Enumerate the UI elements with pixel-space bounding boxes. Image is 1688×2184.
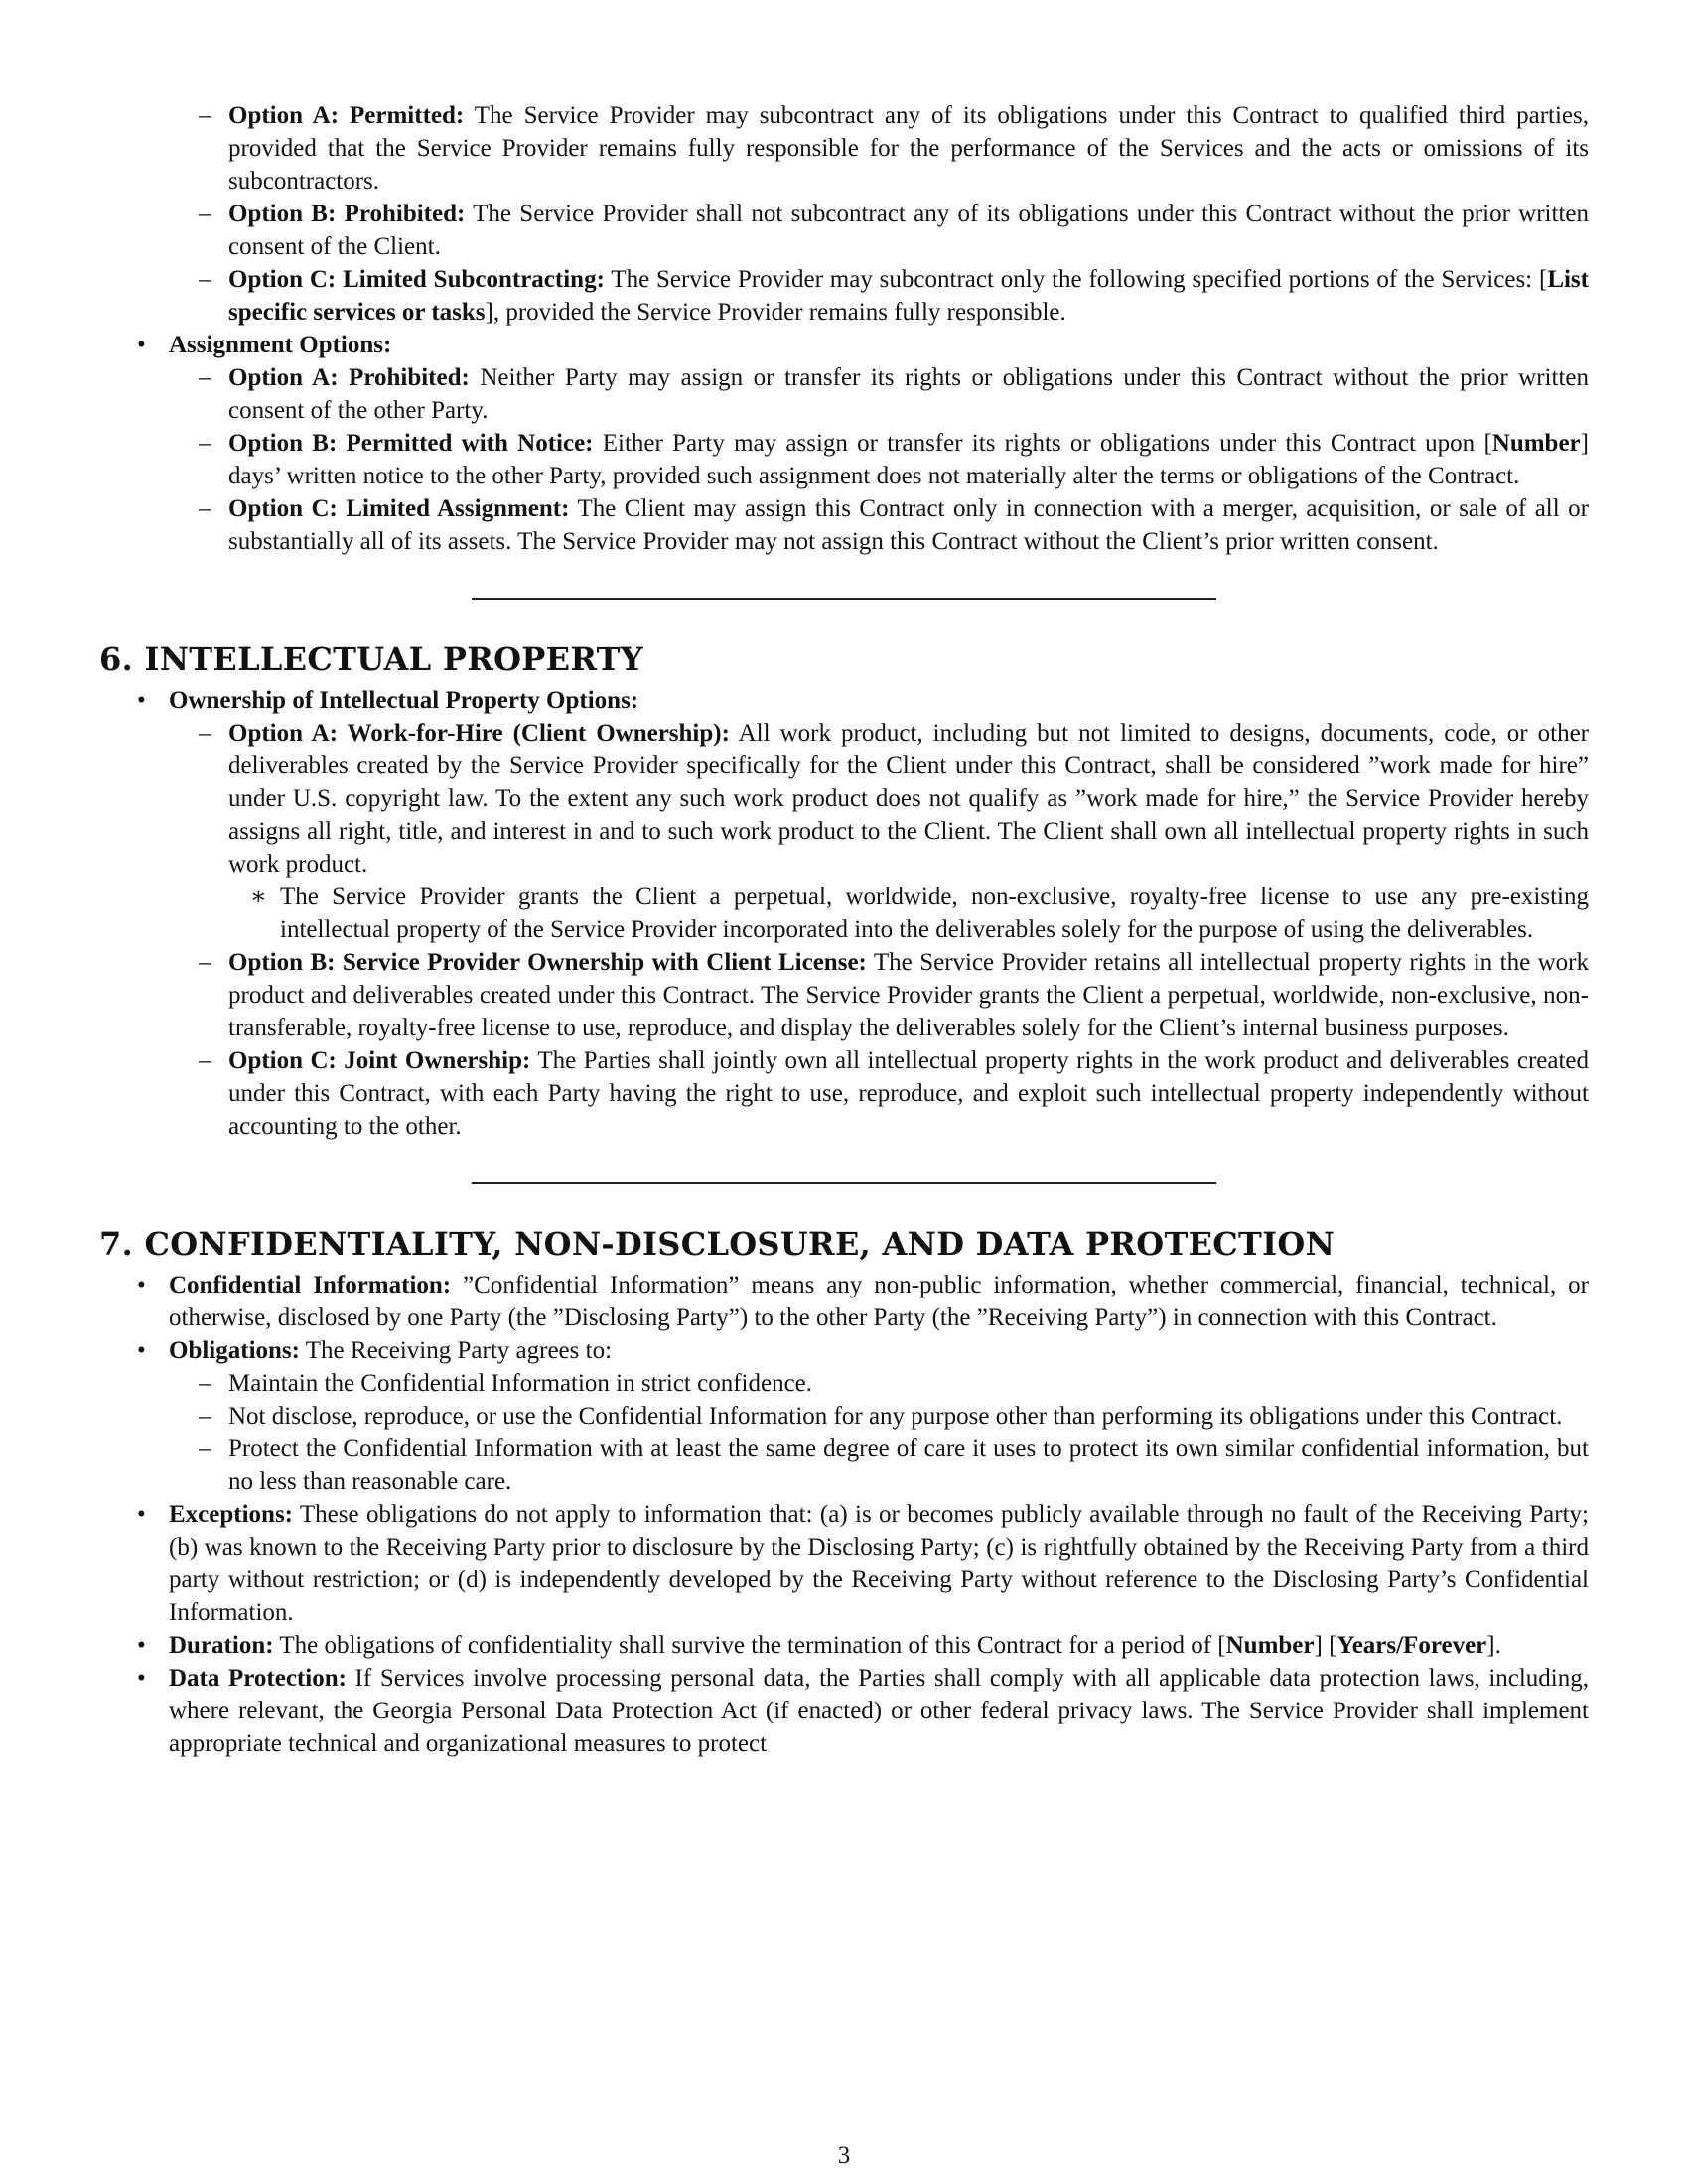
assignment-option-a	[169, 361, 1589, 427]
item-label: Obligations:	[169, 1337, 300, 1364]
data-protection-item	[99, 1662, 1589, 1760]
assignment-heading: Assignment Options:	[169, 332, 392, 358]
obligations-list	[169, 1367, 1589, 1498]
obligations-item	[99, 1334, 1589, 1498]
option-label: Option B: Permitted with Notice:	[228, 430, 594, 457]
option-text: The Service Provider retains all intellectual property rights in the work product and deliverables created under this Contract. The Service Provider grants the Client a perpetual, worldwide, non-exclusive, non-transferable, royalty-free license to use, reproduce, and display the deliverables solely for the Client’s internal business purposes.	[228, 949, 1589, 1041]
section-7-list	[99, 1269, 1589, 1760]
ip-option-a	[169, 717, 1589, 946]
ip-option-a-license: ∗ The Service Provider grants the Client a perpetual, worldwide, non-exclusive, royalty-free license to use any pre-existing intellectual property of the Service Provider incorporated into the deliverables solely for the purpose of using the deliverables.	[228, 881, 1589, 946]
option-text: The Service Provider may subcontract only the following specified portions of the Services: [	[604, 266, 1548, 293]
placeholder-field: Number	[1225, 1632, 1315, 1659]
placeholder-field: Number	[1491, 430, 1581, 457]
option-text: Either Party may assign or transfer its rights or obligations under this Contract upon [	[593, 430, 1492, 457]
option-label: Option A: Prohibited:	[228, 364, 470, 391]
option-text: The Service Provider may subcontract any of its obligations under this Contract to qualified third parties, provided that the Service Provider remains fully responsible for the performance of the Services and the acts or omissions of its subcontractors.	[228, 102, 1589, 195]
option-text: The Client may assign this Contract only in connection with a merger, acquisition, or sale of all or substantially all of its assets. The Service Provider may not assign this Contract without the Client’s prior written consent.	[228, 495, 1589, 555]
item-label: Exceptions:	[169, 1501, 293, 1528]
option-label: Option A: Work-for-Hire (Client Ownership):	[228, 720, 730, 747]
option-label: Option A: Permitted:	[228, 102, 465, 129]
obligation-item: – Not disclose, reproduce, or use the Confidential Information for any purpose other than performing its obligations under this Contract.	[169, 1400, 1589, 1433]
option-label: Option B: Prohibited:	[228, 201, 466, 227]
assignment-option-b	[169, 427, 1589, 492]
option-text: ], provided the Service Provider remains fully responsible.	[485, 299, 1066, 326]
option-text: Neither Party may assign or transfer its rights or obligations under this Contract without the prior written consent of the other Party.	[228, 364, 1589, 424]
option-text: All work product, including but not limited to designs, documents, code, or other deliverables created by the Service Provider specifically for the Client under this Contract, shall be considered ”work made for hire” under U.S. copyright law. To the extent any such work product does not qualify as ”work made for hire,” the Service Provider hereby assigns all right, title, and interest in and to such work product to the Client. The Client shall own all intellectual property rights in such work product.	[228, 720, 1589, 878]
option-text: The Service Provider shall not subcontract any of its obligations under this Contract without the prior written consent of the Client.	[228, 201, 1589, 260]
ip-option-c	[169, 1044, 1589, 1143]
exceptions-item	[99, 1498, 1589, 1629]
assignment-option-c	[169, 492, 1589, 558]
subcontracting-option-c	[99, 263, 1589, 329]
assignment-options-list	[169, 361, 1589, 558]
ip-option-b	[169, 946, 1589, 1044]
assignment-options-item	[99, 329, 1589, 558]
option-label: Option C: Joint Ownership:	[228, 1047, 531, 1074]
section-divider	[472, 598, 1216, 600]
ip-option-a-sublist	[228, 881, 1589, 946]
item-text: ”Confidential Information” means any non-public information, whether commercial, financial, technical, or otherwise, disclosed by one Party (the ”Disclosing Party”) to the other Party (the ”Receiving Party”) in connection with this Contract.	[169, 1272, 1589, 1331]
obligation-item: – Protect the Confidential Information with at least the same degree of care it uses to protect its own similar confidential information, but no less than reasonable care.	[169, 1433, 1589, 1498]
confidential-info-item	[99, 1269, 1589, 1334]
item-text: ] [	[1314, 1632, 1337, 1659]
item-label: Duration:	[169, 1632, 274, 1659]
page-number: 3	[837, 2142, 851, 2169]
assignment-list	[99, 329, 1589, 558]
ip-ownership-item	[99, 684, 1589, 1143]
item-text: ].	[1486, 1632, 1501, 1659]
placeholder-field: Years/Forever	[1336, 1632, 1487, 1659]
item-text: These obligations do not apply to information that: (a) is or becomes publicly available through no fault of the Receiving Party; (b) was known to the Receiving Party prior to disclosure by the Disclosing Party; (c) is rightfully obtained by the Receiving Party from a third party without restriction; or (d) is independently developed by the Receiving Party without reference to the Disclosing Party’s Confidential Information.	[169, 1501, 1589, 1626]
item-text: If Services involve processing personal data, the Parties shall comply with all applicable data protection laws, including, where relevant, the Georgia Personal Data Protection Act (if enacted) or other federal privacy laws. The Service Provider shall implement appropriate technical and organizational measures to protect	[169, 1665, 1590, 1757]
option-text: The Parties shall jointly own all intellectual property rights in the work product and deliverables created under this Contract, with each Party having the right to use, reproduce, and exploit such intellectual property independently without accounting to the other.	[228, 1047, 1590, 1140]
ip-options-list	[169, 717, 1589, 1143]
ip-ownership-heading: Ownership of Intellectual Property Options:	[169, 687, 639, 714]
option-label: Option C: Limited Assignment:	[228, 495, 570, 522]
option-label: Option C: Limited Subcontracting:	[228, 266, 605, 293]
option-text: ] days’ written notice to the other Party, provided such assignment does not materially alter the terms or obligations of the Contract.	[228, 430, 1589, 489]
section-6-title: 6. INTELLECTUAL PROPERTY	[99, 640, 643, 678]
subcontracting-option-b	[99, 198, 1589, 263]
section-7-title: 7. CONFIDENTIALITY, NON-DISCLOSURE, AND DATA PROTECTION	[99, 1225, 1336, 1263]
placeholder-field: List specific services or tasks	[228, 266, 1589, 326]
subcontracting-option-a	[99, 99, 1589, 198]
section-6-list	[99, 684, 1589, 1143]
item-text: The Receiving Party agrees to:	[299, 1337, 613, 1364]
duration-item	[99, 1629, 1589, 1662]
section-divider	[472, 1182, 1216, 1184]
item-text: The obligations of confidentiality shall survive the termination of this Contract for a period of [	[273, 1632, 1226, 1659]
item-label: Data Protection:	[169, 1665, 347, 1692]
option-label: Option B: Service Provider Ownership with Client License:	[228, 949, 867, 976]
obligation-item: – Maintain the Confidential Information in strict confidence.	[169, 1367, 1589, 1400]
subcontracting-options-list	[99, 99, 1589, 329]
page-content	[99, 99, 1589, 1760]
item-label: Confidential Information:	[169, 1272, 452, 1298]
